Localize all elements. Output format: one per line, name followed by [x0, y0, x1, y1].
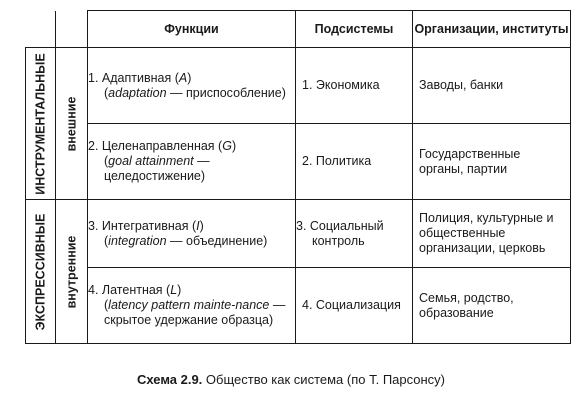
- group-external: [56, 48, 88, 200]
- function-label: 2. Целенаправленная (: [88, 139, 223, 153]
- header-subsystems: Подсистемы: [296, 11, 413, 48]
- caption-text: Общество как система (по Т. Парсонсу): [202, 372, 446, 387]
- group-instrumental-label: ИНСТРУМЕНТАЛЬНЫЕ: [33, 52, 47, 195]
- function-close: ): [177, 283, 182, 297]
- function-close: ): [187, 70, 192, 85]
- function-cell-adaptive: 1. Адаптивная (A) (adaptation — приспособление): [88, 48, 296, 124]
- function-cell-integrative: 3. Интегративная (I) (integration — объединение): [88, 200, 296, 268]
- subsystem-cell: 3. Социальный контроль: [296, 200, 413, 268]
- header-organizations: Организации, институты: [413, 11, 571, 48]
- subsystem-cell: 1. Экономика: [296, 48, 413, 124]
- table-row: [26, 200, 571, 268]
- organizations-cell: Полиция, культурные и общественные организации, церковь: [413, 200, 571, 268]
- function-english: latency pattern mainte-nance: [108, 298, 270, 312]
- header-corner-2: [56, 11, 88, 48]
- function-russian: — приспособление): [166, 85, 286, 100]
- organizations-cell: Государственные органы, партии: [413, 124, 571, 200]
- header-corner: [26, 11, 56, 48]
- group-internal: [56, 200, 88, 344]
- organizations-cell: Заводы, банки: [413, 48, 571, 124]
- parsons-schema-table: [25, 10, 571, 344]
- function-close: ): [231, 139, 237, 153]
- table-row: [26, 48, 571, 124]
- function-english: adaptation: [108, 85, 167, 100]
- schema-frame: [25, 10, 570, 355]
- group-expressive-label: ЭКСПРЕССИВНЫЕ: [33, 213, 47, 330]
- group-instrumental: [26, 48, 56, 200]
- group-expressive: [26, 200, 56, 344]
- subsystem-cell: 4. Социализация: [296, 268, 413, 344]
- function-letter: I: [196, 218, 200, 233]
- header-row: [26, 11, 571, 48]
- group-external-label: внешние: [64, 96, 78, 151]
- organizations-cell: Семья, родство, образование: [413, 268, 571, 344]
- function-cell-goal: 2. Целенаправленная (G) (goal attainment — целедостижение): [88, 124, 296, 200]
- function-label: 3. Интегративная (: [88, 218, 197, 233]
- function-letter: L: [170, 283, 178, 297]
- schema-caption: [0, 372, 582, 387]
- function-russian: — объединение): [166, 233, 268, 248]
- function-russian: — скрытое удержание образца): [104, 298, 286, 327]
- function-letter: G: [222, 139, 232, 153]
- subsystem-cell: 2. Политика: [296, 124, 413, 200]
- function-letter: A: [178, 70, 188, 85]
- caption-label: Схема 2.9.: [136, 372, 203, 387]
- function-english: goal attainment: [108, 154, 194, 168]
- function-close: ): [199, 218, 204, 233]
- table-row: [26, 268, 571, 344]
- function-label: 1. Адаптивная (: [88, 70, 179, 85]
- function-cell-latent: 4. Латентная (L) (latency pattern mainte-nance — скрытое удержание образца): [88, 268, 296, 344]
- function-label: 4. Латентная (: [88, 283, 171, 297]
- header-functions: Функции: [88, 11, 296, 48]
- function-russian: — целедостижение): [104, 154, 210, 183]
- table-row: [26, 124, 571, 200]
- function-english: integration: [108, 233, 167, 248]
- group-internal-label: внутренние: [64, 235, 78, 308]
